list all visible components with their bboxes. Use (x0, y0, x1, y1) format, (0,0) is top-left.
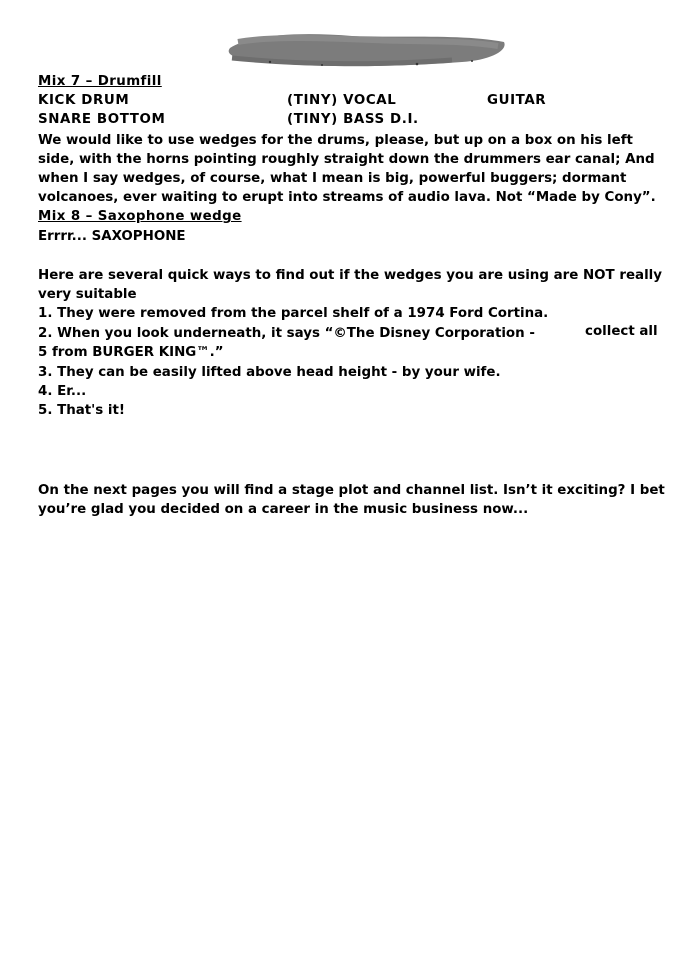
guitar-label: GUITAR (487, 93, 547, 108)
mix7-paragraph-line: We would like to use wedges for the drums, please, but up on a box on his left (38, 133, 633, 148)
redaction-scribble (212, 28, 512, 70)
tip-item-5: 5. That's it! (38, 403, 125, 418)
mix7-paragraph-line: when I say wedges, of course, what I mean is big, powerful buggers; dormant (38, 171, 627, 186)
closing-line: you’re glad you decided on a career in the music business now... (38, 502, 529, 517)
mix7-paragraph-line: side, with the horns pointing roughly straight down the drummers ear canal; And (38, 152, 655, 167)
tip-item-4: 4. Er... (38, 384, 87, 399)
tip-item-2-continuation: collect all (585, 324, 658, 339)
closing-line: On the next pages you will find a stage plot and channel list. Isn’t it exciting? I bet (38, 483, 665, 498)
tip-item-3: 3. They can be easily lifted above head height - by your wife. (38, 365, 501, 380)
mix8-line: Errrr... SAXOPHONE (38, 229, 186, 244)
tiny-vocal-label: (TINY) VOCAL (287, 93, 397, 108)
mix7-heading: Mix 7 – Drumfill (38, 74, 162, 89)
tips-intro-line: very suitable (38, 287, 137, 302)
snare-bottom-label: SNARE BOTTOM (38, 112, 166, 127)
tips-intro-line: Here are several quick ways to find out if the wedges you are using are NOT really (38, 268, 662, 283)
tip-item-1: 1. They were removed from the parcel shelf of a 1974 Ford Cortina. (38, 306, 549, 321)
tip-item-2-wrap: 5 from BURGER KING™.” (38, 345, 224, 360)
mix7-paragraph-line: volcanoes, ever waiting to erupt into streams of audio lava. Not “Made by Cony”. (38, 190, 656, 205)
tiny-bass-di-label: (TINY) BASS D.I. (287, 112, 419, 127)
tip-item-2: 2. When you look underneath, it says “©The Disney Corporation - (38, 326, 535, 341)
mix8-heading: Mix 8 – Saxophone wedge (38, 209, 242, 224)
kick-drum-label: KICK DRUM (38, 93, 130, 108)
